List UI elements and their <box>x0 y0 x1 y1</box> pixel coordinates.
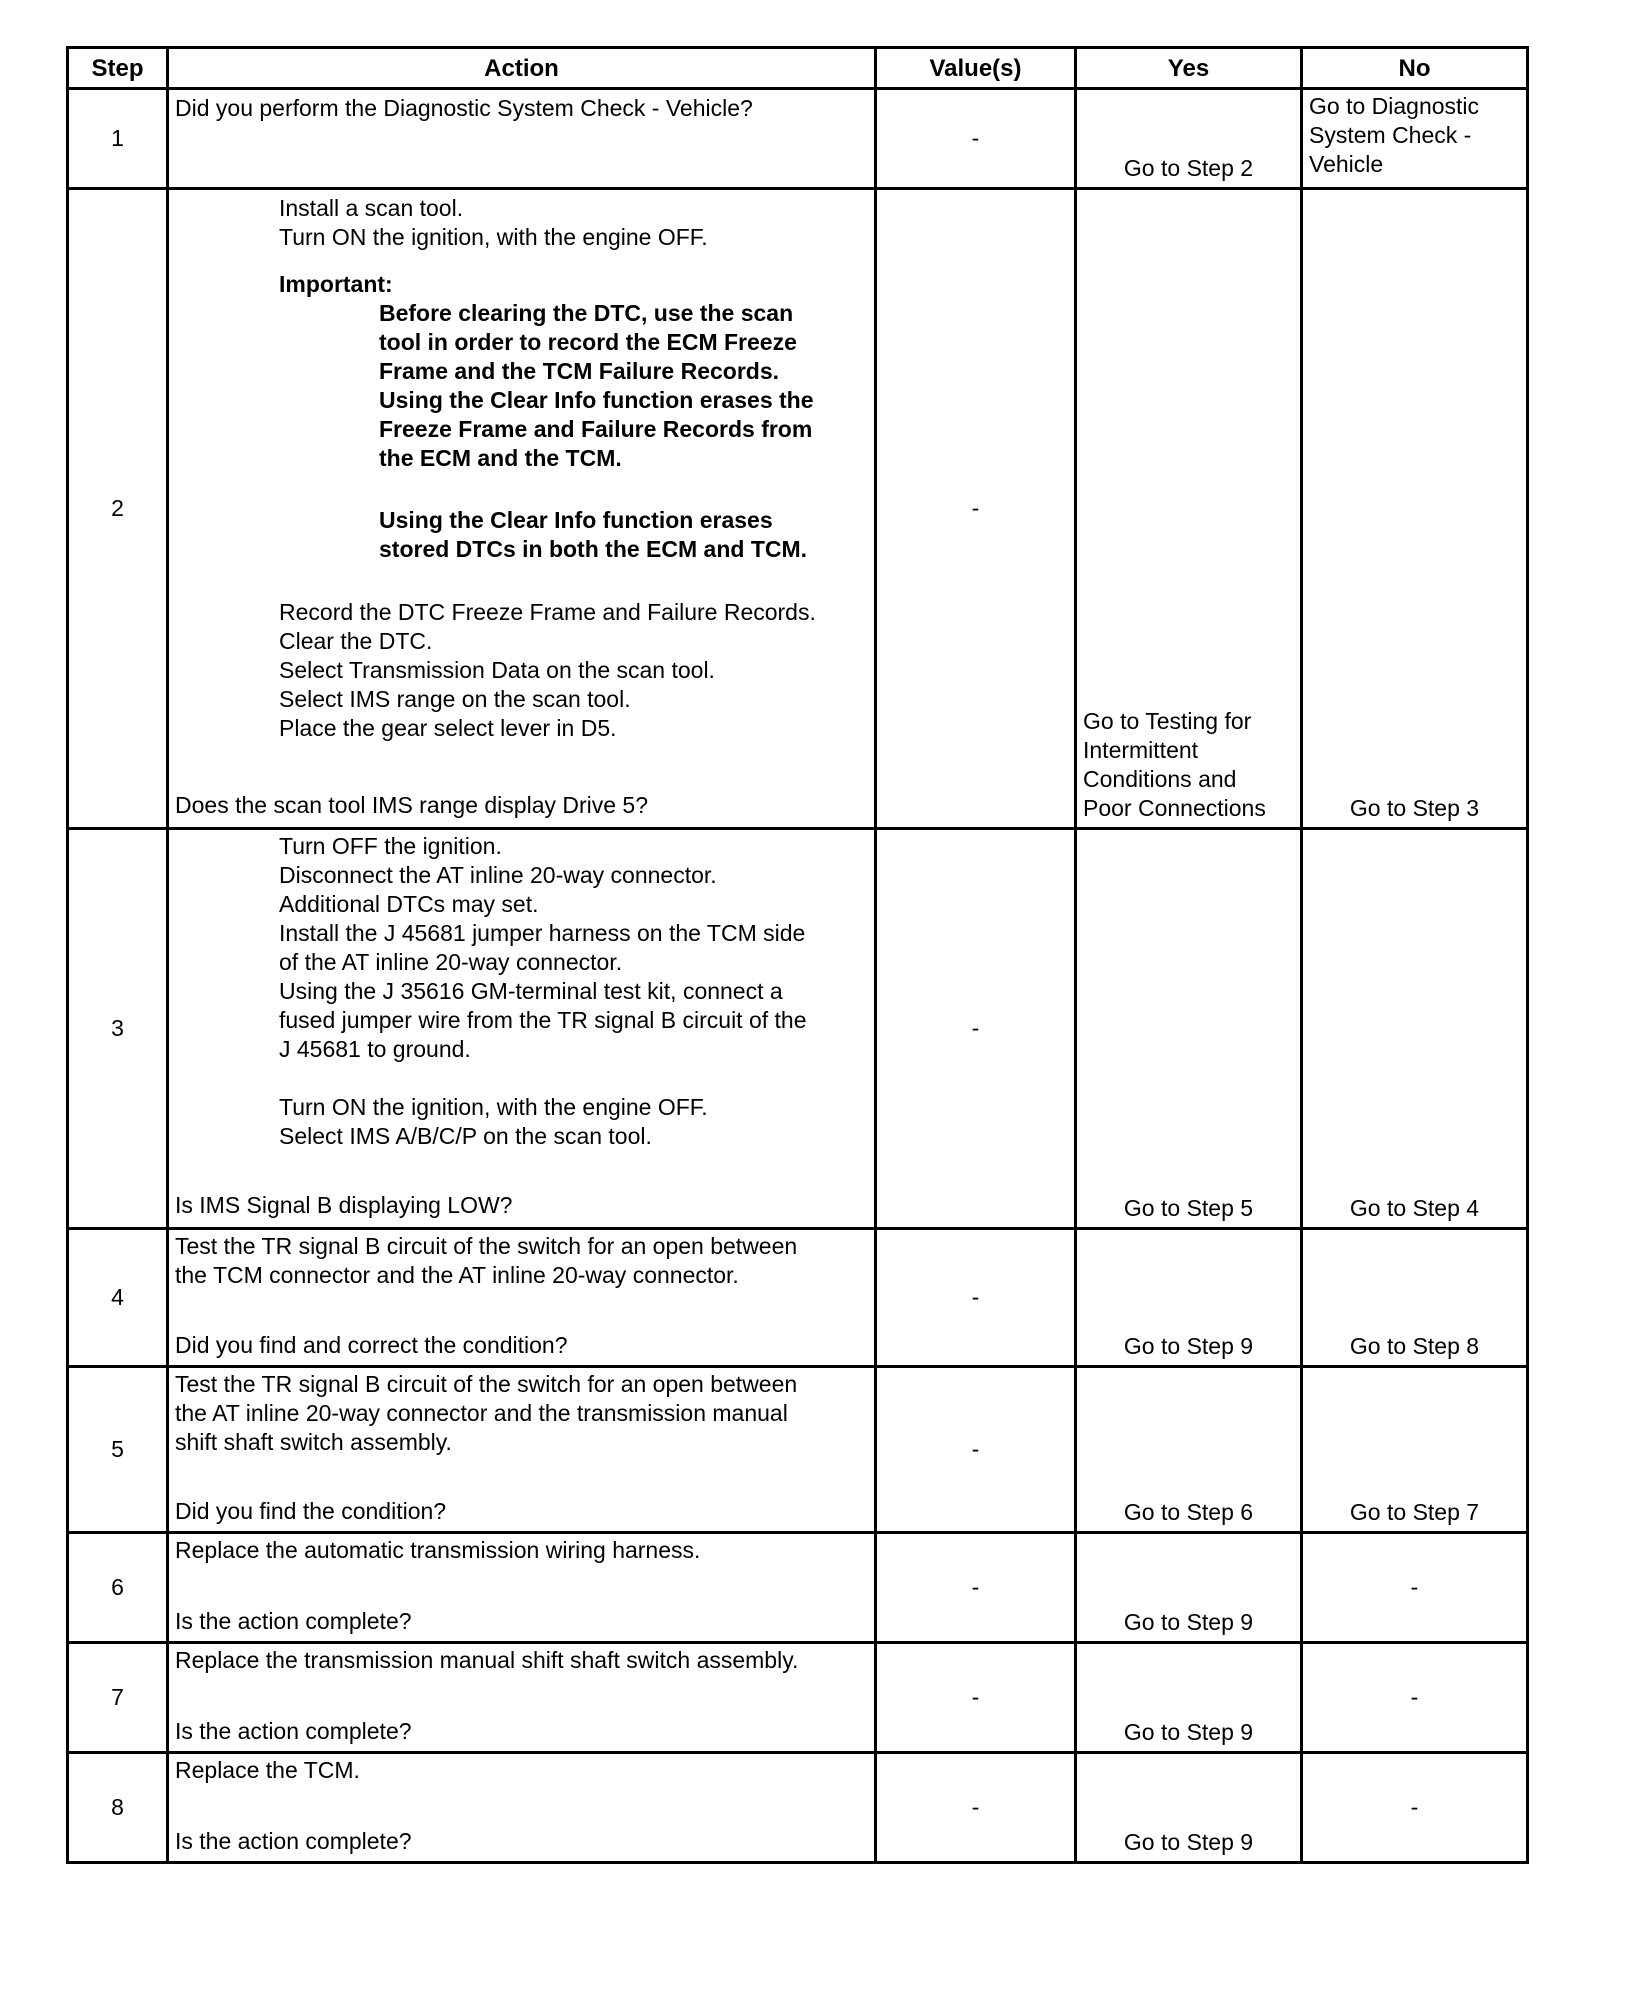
table-row <box>68 1229 1528 1367</box>
diagnostic-table <box>66 46 1529 1864</box>
procedure-line: of the AT inline 20-way connector. <box>279 949 623 975</box>
step-number: 4 <box>68 1229 168 1367</box>
value-cell: - <box>876 1367 1076 1533</box>
table-row <box>68 829 1528 1229</box>
action-line: Test the TR signal B circuit of the switch for an open between <box>175 1233 798 1259</box>
action-question: Is the action complete? <box>175 1608 412 1634</box>
value-cell: - <box>876 829 1076 1229</box>
action-cell <box>168 89 876 189</box>
yes-line: Go to Testing for <box>1083 708 1252 734</box>
value-cell: - <box>876 89 1076 189</box>
yes-cell <box>1076 189 1302 829</box>
step-number: 8 <box>68 1753 168 1863</box>
action-cell <box>168 1753 876 1863</box>
important-line: Frame and the TCM Failure Records. <box>379 358 780 384</box>
action-cell <box>168 189 876 829</box>
no-line: Vehicle <box>1309 151 1384 177</box>
important-line: Using the Clear Info function erases <box>379 507 773 533</box>
action-line: Replace the automatic transmission wiring harness. <box>175 1537 701 1563</box>
value-cell: - <box>876 189 1076 829</box>
procedure-line: fused jumper wire from the TR signal B circuit of the <box>279 1007 807 1033</box>
procedure-line: Select IMS range on the scan tool. <box>279 686 631 712</box>
procedure-line: Clear the DTC. <box>279 628 433 654</box>
no-cell: Go to Step 8 <box>1302 1229 1528 1367</box>
procedure-line: Select IMS A/B/C/P on the scan tool. <box>279 1123 652 1149</box>
action-cell <box>168 1533 876 1643</box>
table-row <box>68 1533 1528 1643</box>
procedure-line: Disconnect the AT inline 20-way connector. <box>279 862 717 888</box>
table-row <box>68 89 1528 189</box>
yes-line: Conditions and <box>1083 766 1237 792</box>
action-cell <box>168 1643 876 1753</box>
table-row <box>68 1753 1528 1863</box>
action-question: Did you perform the Diagnostic System Check - Vehicle? <box>175 95 753 121</box>
value-cell: - <box>876 1753 1076 1863</box>
step-number: 6 <box>68 1533 168 1643</box>
no-cell: - <box>1302 1753 1528 1863</box>
action-question: Is IMS Signal B displaying LOW? <box>175 1192 513 1218</box>
important-line: stored DTCs in both the ECM and TCM. <box>379 536 808 562</box>
procedure-line: J 45681 to ground. <box>279 1036 471 1062</box>
procedure-line: Turn OFF the ignition. <box>279 833 502 859</box>
procedure-line: Additional DTCs may set. <box>279 891 539 917</box>
action-line: shift shaft switch assembly. <box>175 1429 452 1455</box>
header-no: No <box>1302 48 1528 89</box>
action-question: Is the action complete? <box>175 1718 412 1744</box>
no-cell: Go to Step 7 <box>1302 1367 1528 1533</box>
step-number: 3 <box>68 829 168 1229</box>
important-text <box>379 299 866 564</box>
no-cell: Go to Step 3 <box>1302 189 1528 829</box>
procedure-line: Turn ON the ignition, with the engine OFF. <box>279 224 708 250</box>
important-line: Using the Clear Info function erases the <box>379 387 814 413</box>
procedure-line: Using the J 35616 GM-terminal test kit, connect a <box>279 978 783 1004</box>
action-line: Replace the transmission manual shift shaft switch assembly. <box>175 1647 799 1673</box>
procedure-line: Turn ON the ignition, with the engine OFF. <box>279 1094 708 1120</box>
no-line: Go to Diagnostic <box>1309 93 1480 119</box>
value-cell: - <box>876 1533 1076 1643</box>
action-line: Replace the TCM. <box>175 1757 360 1783</box>
yes-cell: Go to Step 9 <box>1076 1229 1302 1367</box>
step-number: 1 <box>68 89 168 189</box>
no-cell <box>1302 89 1528 189</box>
no-cell: Go to Step 4 <box>1302 829 1528 1229</box>
yes-cell: Go to Step 9 <box>1076 1643 1302 1753</box>
yes-cell: Go to Step 6 <box>1076 1367 1302 1533</box>
step-number: 5 <box>68 1367 168 1533</box>
header-values: Value(s) <box>876 48 1076 89</box>
action-line: the TCM connector and the AT inline 20-way connector. <box>175 1262 739 1288</box>
yes-cell: Go to Step 5 <box>1076 829 1302 1229</box>
important-line: Before clearing the DTC, use the scan <box>379 300 794 326</box>
action-question: Did you find the condition? <box>175 1498 447 1524</box>
table-row <box>68 1367 1528 1533</box>
table-row <box>68 189 1528 829</box>
action-cell <box>168 1229 876 1367</box>
action-cell <box>168 1367 876 1533</box>
no-line: System Check - <box>1309 122 1472 148</box>
important-line: tool in order to record the ECM Freeze <box>379 329 797 355</box>
no-cell: - <box>1302 1643 1528 1753</box>
action-line: the AT inline 20-way connector and the transmission manual <box>175 1400 788 1426</box>
yes-cell: Go to Step 9 <box>1076 1753 1302 1863</box>
action-question: Did you find and correct the condition? <box>175 1332 568 1358</box>
table-row <box>68 1643 1528 1753</box>
action-question: Does the scan tool IMS range display Drive 5? <box>175 792 649 818</box>
procedure-line: Install a scan tool. <box>279 195 464 221</box>
header-step: Step <box>68 48 168 89</box>
important-label: Important: <box>279 271 393 297</box>
procedure-line: Place the gear select lever in D5. <box>279 715 617 741</box>
header-row <box>68 48 1528 89</box>
value-cell: - <box>876 1643 1076 1753</box>
yes-line: Poor Connections <box>1083 795 1266 821</box>
action-line: Test the TR signal B circuit of the switch for an open between <box>175 1371 798 1397</box>
header-action: Action <box>168 48 876 89</box>
no-cell: - <box>1302 1533 1528 1643</box>
important-line: the ECM and the TCM. <box>379 445 622 471</box>
yes-cell: Go to Step 9 <box>1076 1533 1302 1643</box>
procedure-line: Select Transmission Data on the scan tool. <box>279 657 715 683</box>
header-yes: Yes <box>1076 48 1302 89</box>
yes-cell: Go to Step 2 <box>1076 89 1302 189</box>
yes-line: Intermittent <box>1083 737 1199 763</box>
value-cell: - <box>876 1229 1076 1367</box>
procedure-line: Record the DTC Freeze Frame and Failure Records. <box>279 599 816 625</box>
step-number: 7 <box>68 1643 168 1753</box>
action-question: Is the action complete? <box>175 1828 412 1854</box>
procedure-line: Install the J 45681 jumper harness on the TCM side <box>279 920 806 946</box>
step-number: 2 <box>68 189 168 829</box>
important-line: Freeze Frame and Failure Records from <box>379 416 813 442</box>
action-cell <box>168 829 876 1229</box>
